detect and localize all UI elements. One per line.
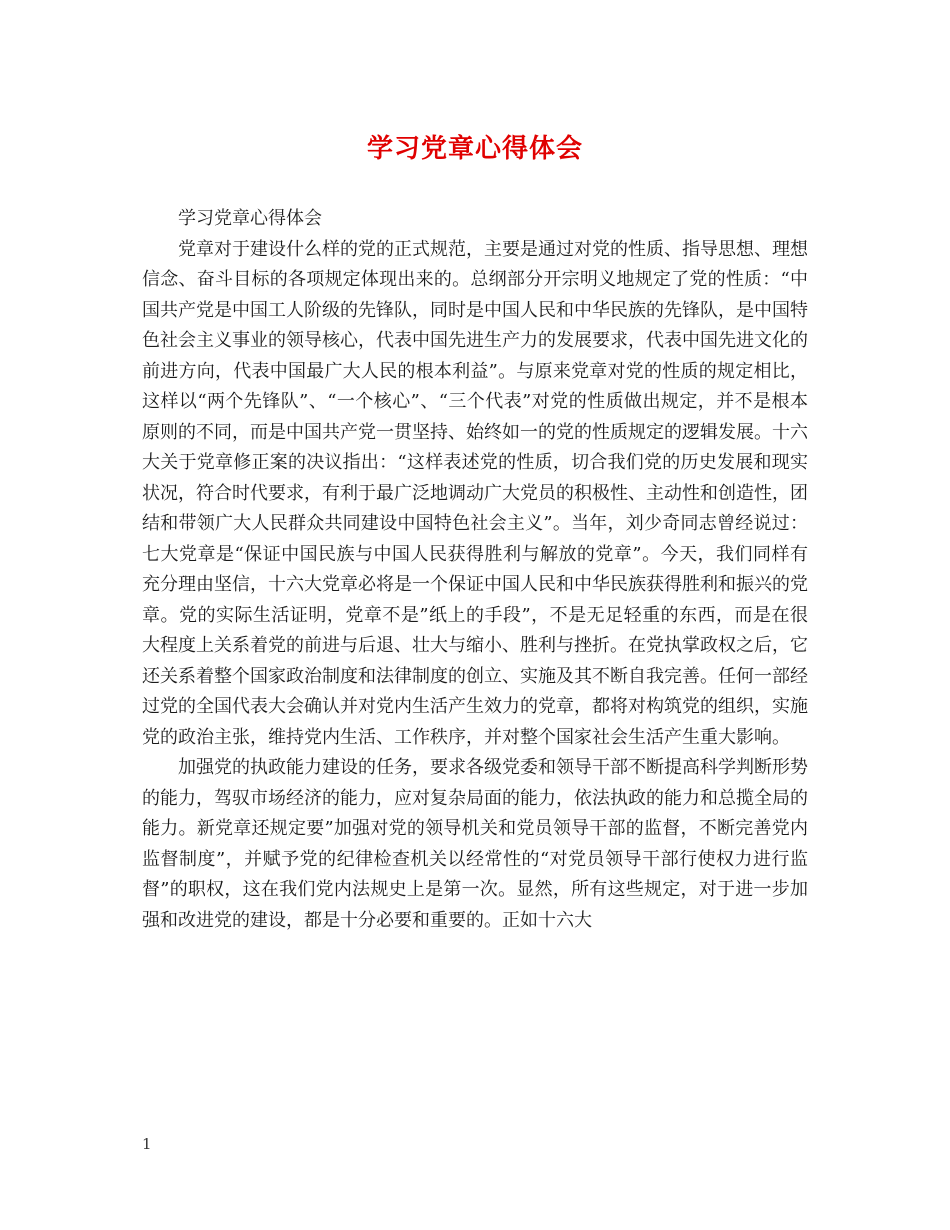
document-body [142, 204, 808, 936]
document-title: 学习党章心得体会 [366, 134, 583, 164]
paragraph-2: 加强党的执政能力建设的任务，要求各级党委和领导干部不断提高科学判断形势的能力，驾驭市场经济的能力，应对复杂局面的能力，依法执政的能力和总揽全局的能力。新党章还规定要”加强对党的领导机关和党员领导干部的监督，不断完善党内监督制度”，并赋予党的纪律检查机关以经常性的“对党员领导干部行使权力进行监督”的职权，这在我们党内法规史上是第一次。显然，所有这些规定，对于进一步加强和改进党的建设，都是十分必要和重要的。正如十六大 [142, 757, 808, 931]
page-number: 1 [142, 1135, 152, 1153]
paragraph-1: 党章对于建设什么样的党的正式规范，主要是通过对党的性质、指导思想、理想信念、奋斗目标的各项规定体现出来的。总纲部分开宗明义地规定了党的性质：“中国共产党是中国工人阶级的先锋队，同时是中国人民和中华民族的先锋队，是中国特色社会主义事业的领导核心，代表中国先进生产力的发展要求，代表中国先进文化的前进方向，代表中国最广大人民的根本利益”。与原来党章对党的性质的规定相比，这样以“两个先锋队”、“一个核心”、“三个代表”对党的性质做出规定，并不是根本原则的不同，而是中国共产党一贯坚持、始终如一的党的性质规定的逻辑发展。十六大关于党章修正案的决议指出：“这样表述党的性质，切合我们党的历史发展和现实状况，符合时代要求，有利于最广泛地调动广大党员的积极性、主动性和创造性，团结和带领广大人民群众共同建设中国特色社会主义”。当年，刘少奇同志曾经说过：七大党章是“保证中国民族与中国人民获得胜利与解放的党章”。今天，我们同样有充分理由坚信，十六大党章必将是一个保证中国人民和中华民族获得胜利和振兴的党章。党的实际生活证明，党章不是”纸上的手段”，不是无足轻重的东西，而是在很大程度上关系着党的前进与后退、壮大与缩小、胜利与挫折。在党执掌政权之后，它还关系着整个国家政治制度和法律制度的创立、实施及其不断自我完善。任何一部经过党的全国代表大会确认并对党内生活产生效力的党章，都将对构筑党的组织，实施党的政治主张，维持党内生活、工作秩序，并对整个国家社会生活产生重大影响。 [142, 238, 808, 748]
document-subtitle: 学习党章心得体会 [178, 208, 322, 229]
